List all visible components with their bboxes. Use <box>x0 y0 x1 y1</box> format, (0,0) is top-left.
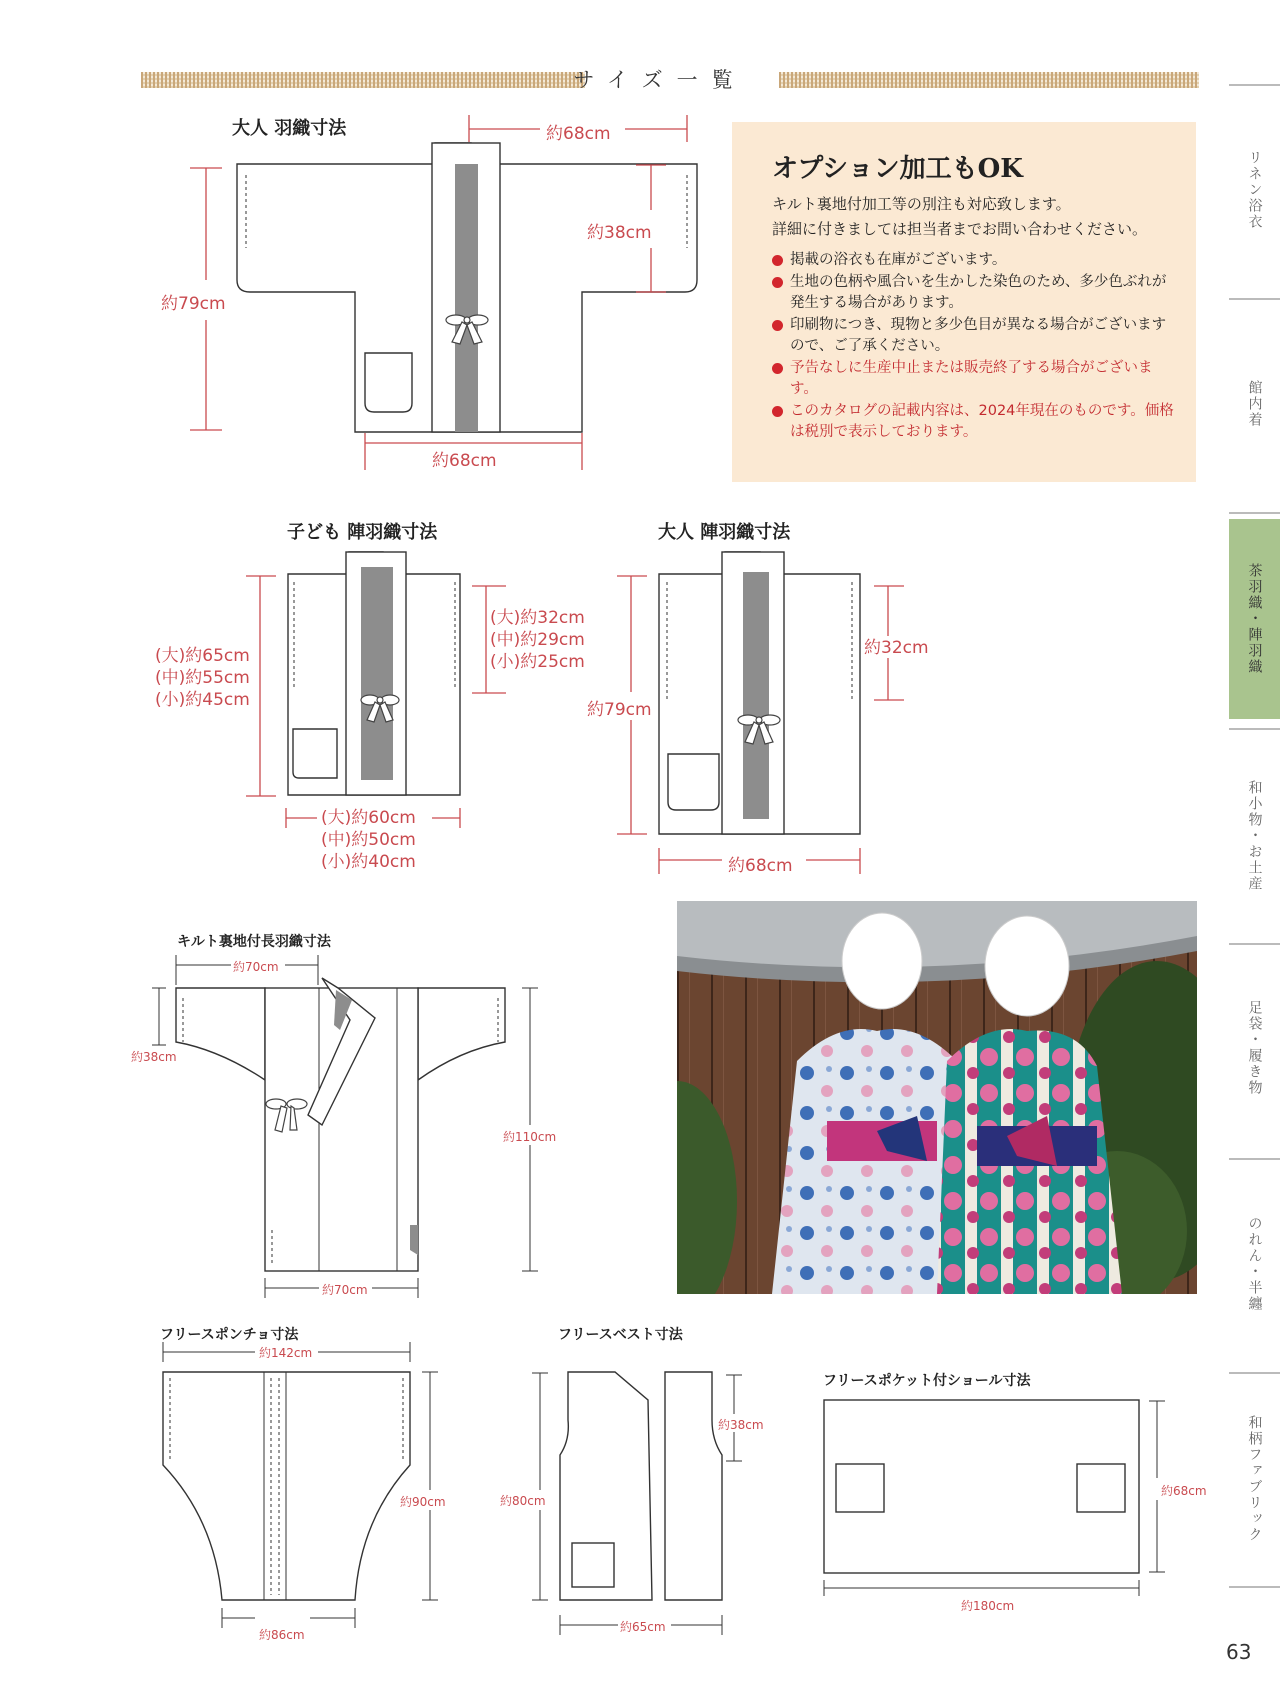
kids-jinbaori-width <box>321 807 416 873</box>
yukata-photo-illustration <box>677 901 1197 1294</box>
adult-jinbaori-armhole: 約32cm <box>864 638 929 658</box>
option-intro-line: 詳細に付きましては担当者までお問い合わせください。 <box>772 220 1148 238</box>
vest-width: 約65cm <box>620 1620 666 1634</box>
side-nav-label: 和小物・お土産 <box>1246 780 1263 892</box>
adult-haori-title: 大人 羽織寸法 <box>232 118 347 139</box>
dim-line: (中)約50cm <box>321 830 416 850</box>
poncho-width-bottom: 約86cm <box>259 1628 305 1642</box>
shawl-title: フリースポケット付ショール寸法 <box>823 1373 1031 1389</box>
shawl-height: 約68cm <box>1161 1484 1207 1498</box>
note-item: 印刷物につき、現物と多少色目が異なる場合がございますので、ご了承ください。 <box>770 315 1180 358</box>
option-intro <box>772 192 1192 242</box>
poncho-length: 約90cm <box>400 1495 446 1509</box>
dim-line: (中)約29cm <box>490 630 585 650</box>
kids-jinbaori-length <box>155 645 250 711</box>
dim-line: (大)約32cm <box>490 608 585 628</box>
dim-line: (大)約60cm <box>321 808 416 828</box>
side-nav-accessories[interactable] <box>1229 780 1280 900</box>
vest-title: フリースベスト寸法 <box>558 1327 683 1343</box>
yukata-photo <box>677 901 1197 1294</box>
quilt-haori-length: 約110cm <box>503 1130 557 1144</box>
side-nav-loungewear[interactable] <box>1229 380 1280 440</box>
side-nav-label: 和柄ファブリック <box>1246 1415 1263 1543</box>
dim-line: (中)約55cm <box>155 668 250 688</box>
nav-divider <box>1229 84 1280 86</box>
adult-jinbaori-width: 約68cm <box>728 856 793 876</box>
adult-jinbaori-title: 大人 陣羽織寸法 <box>658 522 791 543</box>
quilt-haori-sleeve: 約38cm <box>131 1050 177 1064</box>
note-item: 生地の色柄や風合いを生かした染色のため、多少色ぶれが発生する場合があります。 <box>770 272 1180 315</box>
nav-divider <box>1229 728 1280 730</box>
quilt-haori-width-top: 約70cm <box>233 960 279 974</box>
nav-divider <box>1229 1372 1280 1374</box>
note-item: このカタログの記載内容は、2024年現在のものです。価格は税別で表示しております。 <box>770 401 1180 444</box>
side-nav-label: 足袋・履き物 <box>1246 1000 1263 1096</box>
side-nav-noren-hanten[interactable] <box>1229 1216 1280 1316</box>
adult-haori-length: 約79cm <box>161 294 226 314</box>
note-item: 掲載の浴衣も在庫がございます。 <box>770 250 1180 272</box>
quilt-haori-width-bottom: 約70cm <box>322 1283 368 1297</box>
option-title: オプション加工もOK <box>772 154 1023 184</box>
note-item: 予告なしに生産中止または販売終了する場合がございます。 <box>770 358 1180 401</box>
side-nav-label: のれん・半纏 <box>1246 1216 1263 1312</box>
page-title: サイズ一覧 <box>573 68 747 92</box>
shawl-diagram <box>0 0 1 1</box>
adult-haori-width-bottom: 約68cm <box>432 451 497 471</box>
side-nav-label: リネン浴衣 <box>1246 150 1263 230</box>
page-number: 63 <box>1226 1640 1252 1664</box>
adult-haori-width-top: 約68cm <box>546 124 611 144</box>
nav-divider <box>1229 1586 1280 1588</box>
vest-length: 約80cm <box>500 1494 546 1508</box>
kids-jinbaori-title: 子ども 陣羽織寸法 <box>287 522 438 543</box>
nav-divider <box>1229 298 1280 300</box>
option-notes <box>770 250 1180 444</box>
dim-line: (小)約40cm <box>321 852 416 872</box>
nav-divider <box>1229 943 1280 945</box>
side-nav-label: 館内着 <box>1246 380 1263 428</box>
side-nav-chabaori-jinbaori[interactable] <box>1229 519 1280 719</box>
poncho-title: フリースポンチョ寸法 <box>160 1327 299 1343</box>
nav-divider <box>1229 512 1280 514</box>
side-nav-fabric[interactable] <box>1229 1415 1280 1545</box>
option-intro-line: キルト裏地付加工等の別注も対応致します。 <box>772 195 1071 213</box>
dim-line: (大)約65cm <box>155 646 250 666</box>
side-nav-linen-yukata[interactable] <box>1229 150 1280 240</box>
dim-line: (小)約45cm <box>155 690 250 710</box>
nav-divider <box>1229 1158 1280 1160</box>
side-nav-label: 茶羽織・陣羽織 <box>1246 563 1263 675</box>
kids-jinbaori-armhole <box>490 607 585 673</box>
side-nav-footwear[interactable] <box>1229 1000 1280 1110</box>
adult-haori-sleeve: 約38cm <box>587 223 652 243</box>
poncho-width-top: 約142cm <box>259 1346 313 1360</box>
vest-armhole: 約38cm <box>718 1418 764 1432</box>
shawl-width: 約180cm <box>961 1599 1015 1613</box>
dim-line: (小)約25cm <box>490 652 585 672</box>
adult-jinbaori-length: 約79cm <box>587 700 652 720</box>
option-box <box>732 122 1196 482</box>
quilt-haori-title: キルト裏地付長羽織寸法 <box>177 934 331 950</box>
